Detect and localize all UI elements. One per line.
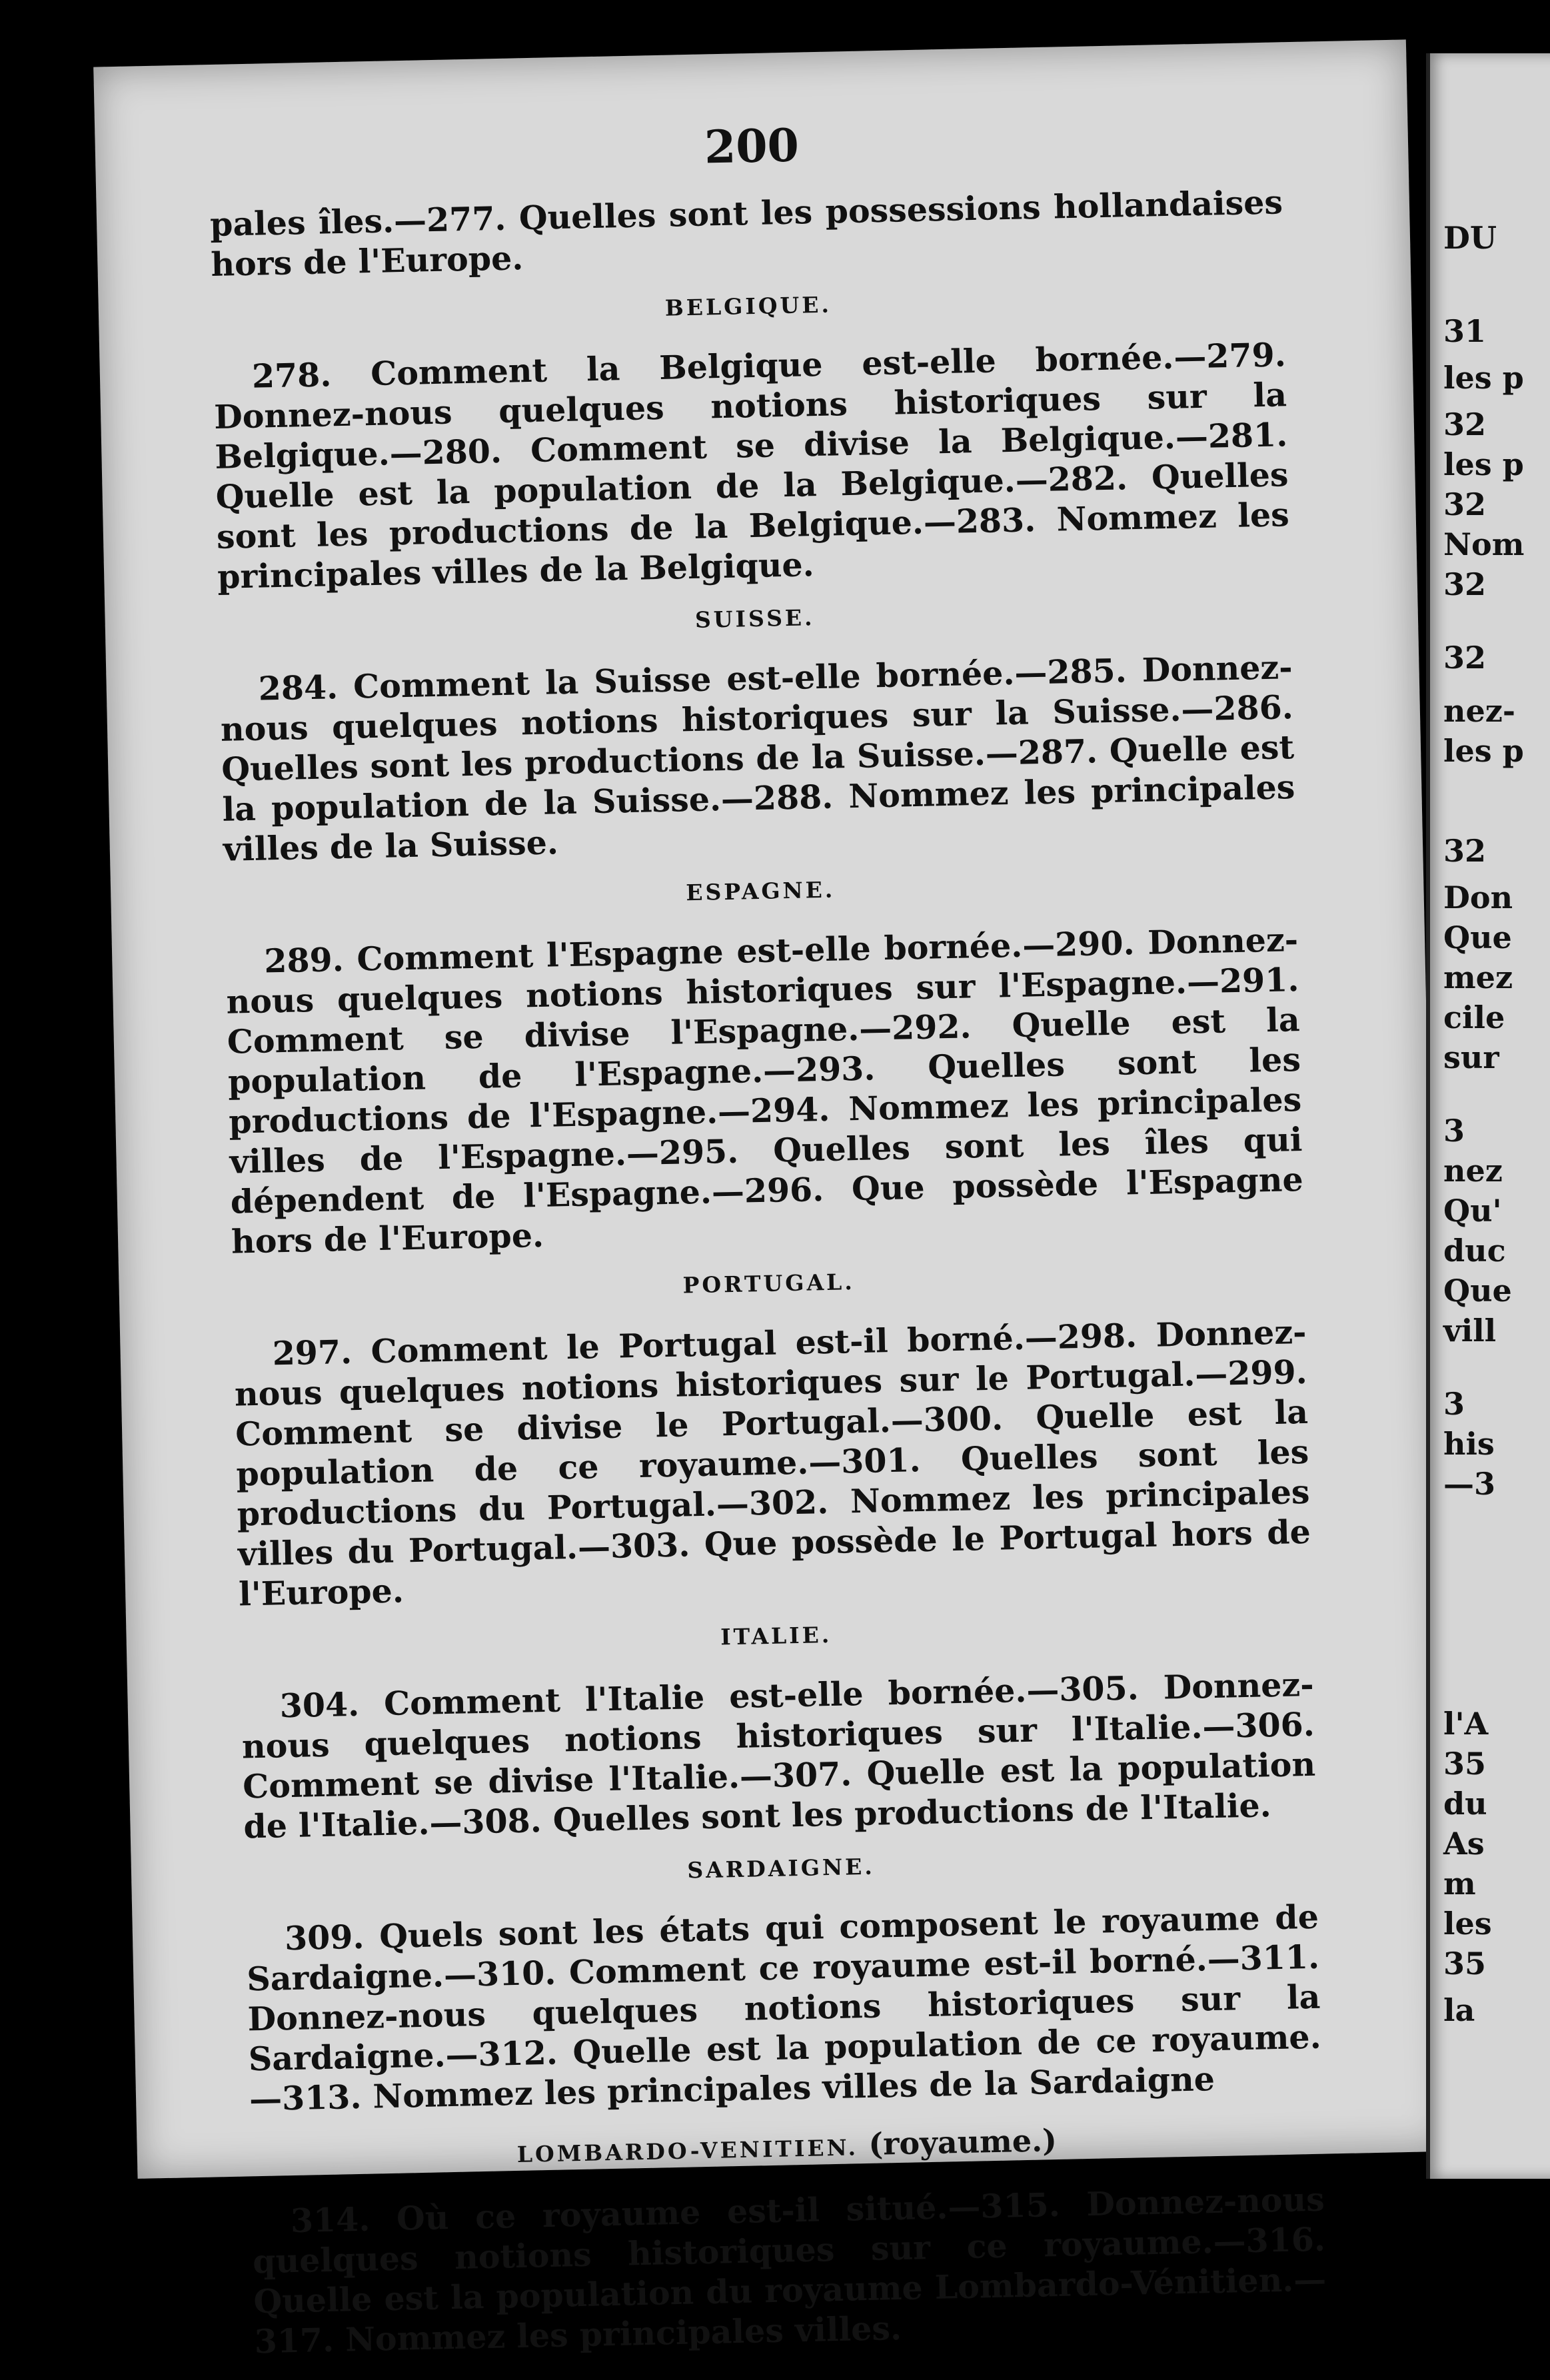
section-heading-lombardo-venitien-suffix: (royaume.) [868,2122,1058,2162]
adjacent-page-fragment: l'A [1443,1706,1489,1742]
adjacent-page-fragment: 35 [1443,1746,1487,1782]
section-questions-sardaigne: 309. Quels sont les états qui composent le royaume de Sardaigne.—310. Comment ce royaume est-il borné.—311. Donnez-nous quelques notions historiques sur la Sardaigne.—312. Quelle est la population de ce royaume.—313. Nommez les principales villes de la Sardaigne [246,1897,1322,2119]
adjacent-page-fragment: —3 [1443,1466,1496,1502]
adjacent-page-fragment: Que [1443,919,1512,955]
section-heading-italie: ITALIE. [720,1621,832,1650]
adjacent-page-fragment: 3 [1443,1113,1465,1149]
adjacent-page-fragment: 3 [1443,1386,1465,1422]
adjacent-page-fragment: sur [1443,1039,1499,1075]
section-heading-suisse: SUISSE. [694,604,815,633]
adjacent-page-fragment: 32 [1443,486,1487,522]
section-questions-italie: 304. Comment l'Italie est-elle bornée.—305. Donnez-nous quelques notions historiques sur l'Italie.—306. Comment se divise l'Italie.—307. Quelle est la population de l'Italie.—308. Quelles sont les productions de l'Italie. [241,1664,1316,1846]
adjacent-page-fragment: 32 [1443,566,1487,602]
adjacent-page-fragment: cile [1443,999,1505,1035]
adjacent-page-fragment: Que [1443,1273,1512,1309]
page-body [210,182,1328,2377]
adjacent-page-fragment: les p [1443,360,1524,396]
adjacent-page-fragment: 32 [1443,833,1487,869]
opening-paragraph: pales îles.—277. Quelles sont les possessions hollandaises hors de l'Europe. [209,183,1283,284]
adjacent-page-fragment: du [1443,1786,1487,1822]
adjacent-page-fragment: 32 [1443,640,1487,676]
adjacent-page-fragment: 31 [1443,313,1487,349]
page-number: 200 [704,119,800,175]
adjacent-page-fragment: la [1443,1992,1475,2028]
adjacent-page-fragment: nez [1443,1153,1503,1189]
adjacent-page-fragment: les [1443,1906,1492,1942]
adjacent-page-fragment: 32 [1443,406,1487,442]
adjacent-page-fragment: Don [1443,880,1513,915]
section-questions-espagne: 289. Comment l'Espagne est-elle bornée.—290. Donnez-nous quelques notions historiques sur l'Espagne.—291. Comment se divise l'Espagne.—292. Quelle est la population de l'Espagne.—293. Quelles sont les productions de l'Espagne.—294. Nommez les principales villes de l'Espagne.—295. Quelles sont les îles qui dépendent de l'Espagne.—296. Que possède l'Espagne hors de l'Europe. [226,920,1304,1261]
section-questions-portugal: 297. Comment le Portugal est-il borné.—298. Donnez-nous quelques notions historiques sur le Portugal.—299. Comment se divise le Portugal.—300. Quelle est la population de ce royaume.—301. Quelles sont les productions du Portugal.—302. Nommez les principales villes du Portugal.—303. Que possède le Portugal hors de l'Europe. [234,1312,1311,1614]
section-heading-espagne: ESPAGNE. [685,876,836,906]
adjacent-page-fragment: 35 [1443,1946,1487,1982]
adjacent-page-fragment: Qu' [1443,1193,1502,1229]
adjacent-page-fragment: les p [1443,733,1524,769]
adjacent-page-edge [1426,53,1550,2179]
adjacent-page-fragment: Nom [1443,526,1525,562]
section-heading-sardaigne: SARDAIGNE. [686,1853,876,1884]
adjacent-page-fragment: duc [1443,1233,1506,1269]
adjacent-page-fragment: DU [1443,220,1497,256]
adjacent-page-fragment: his [1443,1426,1495,1462]
adjacent-page-fragment: vill [1443,1313,1497,1349]
section-heading-lombardo-venitien [250,2117,1323,2175]
section-questions-belgique: 278. Comment la Belgique est-elle bornée.—279. Donnez-nous quelques notions historiques sur la Belgique.—280. Comment se divise la Belgique.—281. Quelle est la population de la Belgique.—282. Quelles sont les productions de la Belgique.—283. Nommez les principales villes de la Belgique. [213,335,1290,596]
section-questions-lombardo-venitien: 314. Où ce royaume est-il situé.—315. Donnez-nous quelques notions historiques sur ce royaume.—316. Quelle est la population du royaume Lombardo-Vénitien.—317. Nommez les principales villes. [252,2179,1327,2361]
adjacent-page-fragment: les p [1443,446,1524,482]
adjacent-page-fragment: m [1443,1866,1476,1902]
adjacent-page-fragment: nez- [1443,693,1515,729]
book-page [93,39,1450,2361]
section-heading-portugal: PORTUGAL. [682,1269,856,1299]
adjacent-page-fragment: mez [1443,959,1513,995]
adjacent-page-fragment: As [1443,1826,1485,1862]
section-heading-belgique: BELGIQUE. [664,291,832,321]
section-questions-suisse: 284. Comment la Suisse est-elle bornée.—285. Donnez-nous quelques notions historiques sur la Suisse.—286. Quelles sont les productions de la Suisse.—287. Quelle est la population de la Suisse.—288. Nommez les principales villes de la Suisse. [220,648,1295,869]
section-heading-lombardo-venitien-title: LOMBARDO-VENITIEN. [516,2134,859,2167]
